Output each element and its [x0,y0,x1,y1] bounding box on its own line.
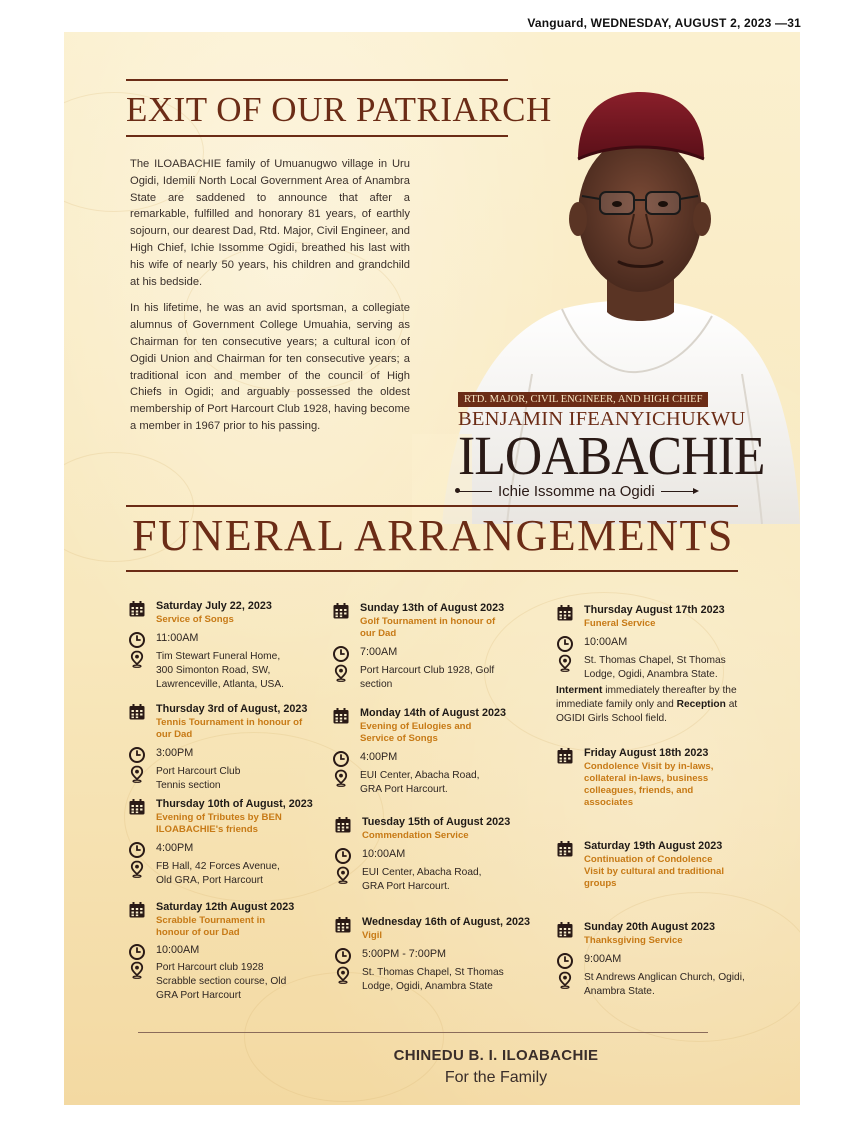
interment-label: Interment [556,685,603,696]
clock-icon [332,750,350,768]
event-item [556,840,756,890]
event-time: 11:00AM [156,632,199,644]
event-venue: Port Harcourt Club 1928, Golf section [360,665,495,690]
calendar-icon [334,816,352,834]
event-title: Service of Songs [156,614,234,625]
clock-icon [128,746,146,764]
event-time: 5:00PM - 7:00PM [362,948,447,960]
event-time: 10:00AM [156,944,200,956]
event-time: 3:00PM [156,747,194,759]
event-date: Thursday 10th of August, 2023 [156,798,313,810]
event-item [334,816,534,894]
event-venue: EUI Center, Abacha Road, GRA Port Harcourt. [360,770,480,795]
event-item [128,901,328,1003]
location-pin-icon [128,650,146,668]
calendar-icon [556,921,574,939]
location-pin-icon [128,860,146,878]
event-date: Friday August 18th 2023 [584,747,709,759]
event-date: Wednesday 16th of August, 2023 [362,916,530,928]
section-bottom-rule [126,570,738,572]
calendar-icon [556,604,574,622]
event-time: 7:00AM [360,646,398,658]
deceased-title-text: Ichie Issomme na Ogidi [498,483,655,500]
event-venue-row [556,654,766,682]
headline-bottom-rule [126,135,508,137]
location-pin-icon [332,769,350,787]
event-venue-row [334,866,534,894]
event-time-row [556,635,766,649]
event-date-row [332,707,532,745]
event-time-row [556,952,756,966]
section-top-rule [126,505,738,507]
calendar-icon [128,600,146,618]
event-venue-row [128,860,328,888]
announcement-paragraph: The ILOABACHIE family of Umuanugwo village in Uru Ogidi, Idemili North Local Government Area of Anambra State are saddened to announce that after a remarkable, fulfilled and honorary 81 years, of earthly sojourn, our dearest Dad, Rtd. Major, Civil Engineer, and High Chief, Ichie Issomme Ogidi, breathed his last with his wife of nearly 50 years, his children and grandchild at his bedside. [130,158,410,288]
event-venue: Tim Stewart Funeral Home, 300 Simonton Road, SW, Lawrenceville, Atlanta, USA. [156,651,284,690]
event-venue: Port Harcourt club 1928 Scrabble section course, Old GRA Port Harcourt [156,962,287,1001]
event-venue-row [128,650,328,692]
event-time-row [128,841,328,855]
event-item [556,747,756,809]
event-venue: St. Thomas Chapel, St Thomas Lodge, Ogidi, Anambra State. [584,655,726,680]
event-date: Thursday 3rd of August, 2023 [156,703,308,715]
event-time: 4:00PM [156,842,194,854]
event-date: Saturday 19th August 2023 [584,840,723,852]
event-date-row [556,921,756,947]
event-time-row [334,847,534,861]
event-title: Funeral Service [584,618,656,629]
event-venue: FB Hall, 42 Forces Avenue, Old GRA, Port Harcourt [156,861,280,886]
event-item [556,604,766,726]
event-venue: Port Harcourt Club Tennis section [156,766,241,791]
event-date: Sunday 20th August 2023 [584,921,715,933]
signatory-role: For the Family [444,1069,548,1086]
deceased-name-block [458,389,765,500]
event-time-row [334,947,549,961]
clock-icon [556,635,574,653]
event-date-row [556,747,756,809]
event-item [332,707,532,797]
event-date-row [128,901,328,939]
location-pin-icon [556,654,574,672]
event-time-row [128,631,328,645]
event-date-row [334,916,549,942]
calendar-icon [334,916,352,934]
event-venue-row [332,664,532,692]
event-title: Evening of Tributes by BEN ILOABACHIE's friends [156,812,282,835]
event-time-row [332,750,532,764]
event-date-row [556,604,766,630]
event-date: Saturday 12th August 2023 [156,901,295,913]
location-pin-icon [332,664,350,682]
event-title: Condolence Visit by in-laws, collateral in-laws, business colleagues, friends, and associates [584,761,714,808]
headline: EXIT OF OUR PATRIARCH [126,90,552,129]
clock-icon [128,631,146,649]
calendar-icon [556,840,574,858]
event-item [128,600,328,692]
event-date: Saturday July 22, 2023 [156,600,272,612]
interment-note [556,684,756,726]
calendar-icon [128,703,146,721]
event-date-row [334,816,534,842]
signatory-name: CHINEDU B. I. ILOABACHIE [393,1047,599,1064]
event-title: Golf Tournament in honour of our Dad [360,616,496,639]
event-item [334,916,549,994]
location-pin-icon [334,866,352,884]
event-time-row [128,943,328,957]
obituary-advert [64,32,800,1105]
interment-text: immediately thereafter by the immediate family only and [556,685,737,710]
calendar-icon [332,602,350,620]
clock-icon [334,847,352,865]
event-venue-row [128,765,328,793]
event-venue: EUI Center, Abacha Road, GRA Port Harcourt. [362,867,482,892]
event-date-row [128,600,328,626]
clock-icon [128,943,146,961]
signature-rule [138,1032,708,1033]
announcement-paragraph: In his lifetime, he was an avid sportsman, a collegiate alumnus of Government College Umuahia, serving as Chairman for ten consecutive years; a cultural icon of Ogidi Union and Chairman for ten consecutive years; a traditional icon and member of the council of High Chiefs in Ogidi; and arguably possessed the oldest membership of Port Harcourt Club 1928, having become a member in 1967 prior to his passing. [130,302,410,432]
event-title: Scrabble Tournament in honour of our Dad [156,915,266,938]
event-date-row [556,840,756,890]
deceased-given-names: BENJAMIN IFEANYICHUKWU [458,408,746,430]
calendar-icon [128,901,146,919]
event-venue-row [332,769,532,797]
event-date: Sunday 13th of August 2023 [360,602,505,614]
event-title: Vigil [362,930,383,941]
location-pin-icon [128,765,146,783]
location-pin-icon [334,966,352,984]
event-date-row [128,703,328,741]
event-date-row [332,602,532,640]
location-pin-icon [556,971,574,989]
clock-icon [332,645,350,663]
event-time: 9:00AM [584,953,622,965]
clock-icon [128,841,146,859]
deceased-rank: RTD. MAJOR, CIVIL ENGINEER, AND HIGH CHIEF [458,392,708,407]
event-date: Monday 14th of August 2023 [360,707,506,719]
event-item [556,921,756,999]
event-item [128,703,328,793]
reception-text: at OGIDI Girls School field. [556,699,738,724]
event-time-row [332,645,532,659]
headline-top-rule [126,79,508,81]
reception-label: Reception [676,699,726,710]
event-title: Continuation of Condolence Visit by cultural and traditional groups [584,854,725,889]
deceased-surname: ILOABACHIE [458,425,765,486]
location-pin-icon [128,961,146,979]
event-date: Tuesday 15th of August 2023 [362,816,511,828]
announcement-text [130,156,410,435]
event-date: Thursday August 17th 2023 [584,604,725,616]
arrow-line-left-icon [458,491,492,493]
event-venue-row [334,966,549,994]
event-item [128,798,328,888]
event-venue-row [128,961,328,1003]
event-title: Commendation Service [362,830,469,841]
section-title: FUNERAL ARRANGEMENTS [132,511,734,560]
clock-icon [556,952,574,970]
arrow-line-right-icon [661,491,695,493]
event-venue: St. Thomas Chapel, St Thomas Lodge, Ogidi, Anambra State [362,967,504,992]
calendar-icon [556,747,574,765]
event-title: Tennis Tournament in honour of our Dad [156,717,303,740]
event-item [332,602,532,692]
event-title: Thanksgiving Service [584,935,683,946]
clock-icon [334,947,352,965]
calendar-icon [128,798,146,816]
event-venue: St Andrews Anglican Church, Ogidi, Anambra State. [584,972,745,997]
event-title: Evening of Eulogies and Service of Songs [360,721,472,744]
event-time: 4:00PM [360,751,398,763]
event-time: 10:00AM [362,848,406,860]
calendar-icon [332,707,350,725]
event-date-row [128,798,328,836]
event-time: 10:00AM [584,636,628,648]
event-venue-row [556,971,756,999]
newspaper-masthead: Vanguard, WEDNESDAY, AUGUST 2, 2023 —31 [527,16,801,30]
event-time-row [128,746,328,760]
